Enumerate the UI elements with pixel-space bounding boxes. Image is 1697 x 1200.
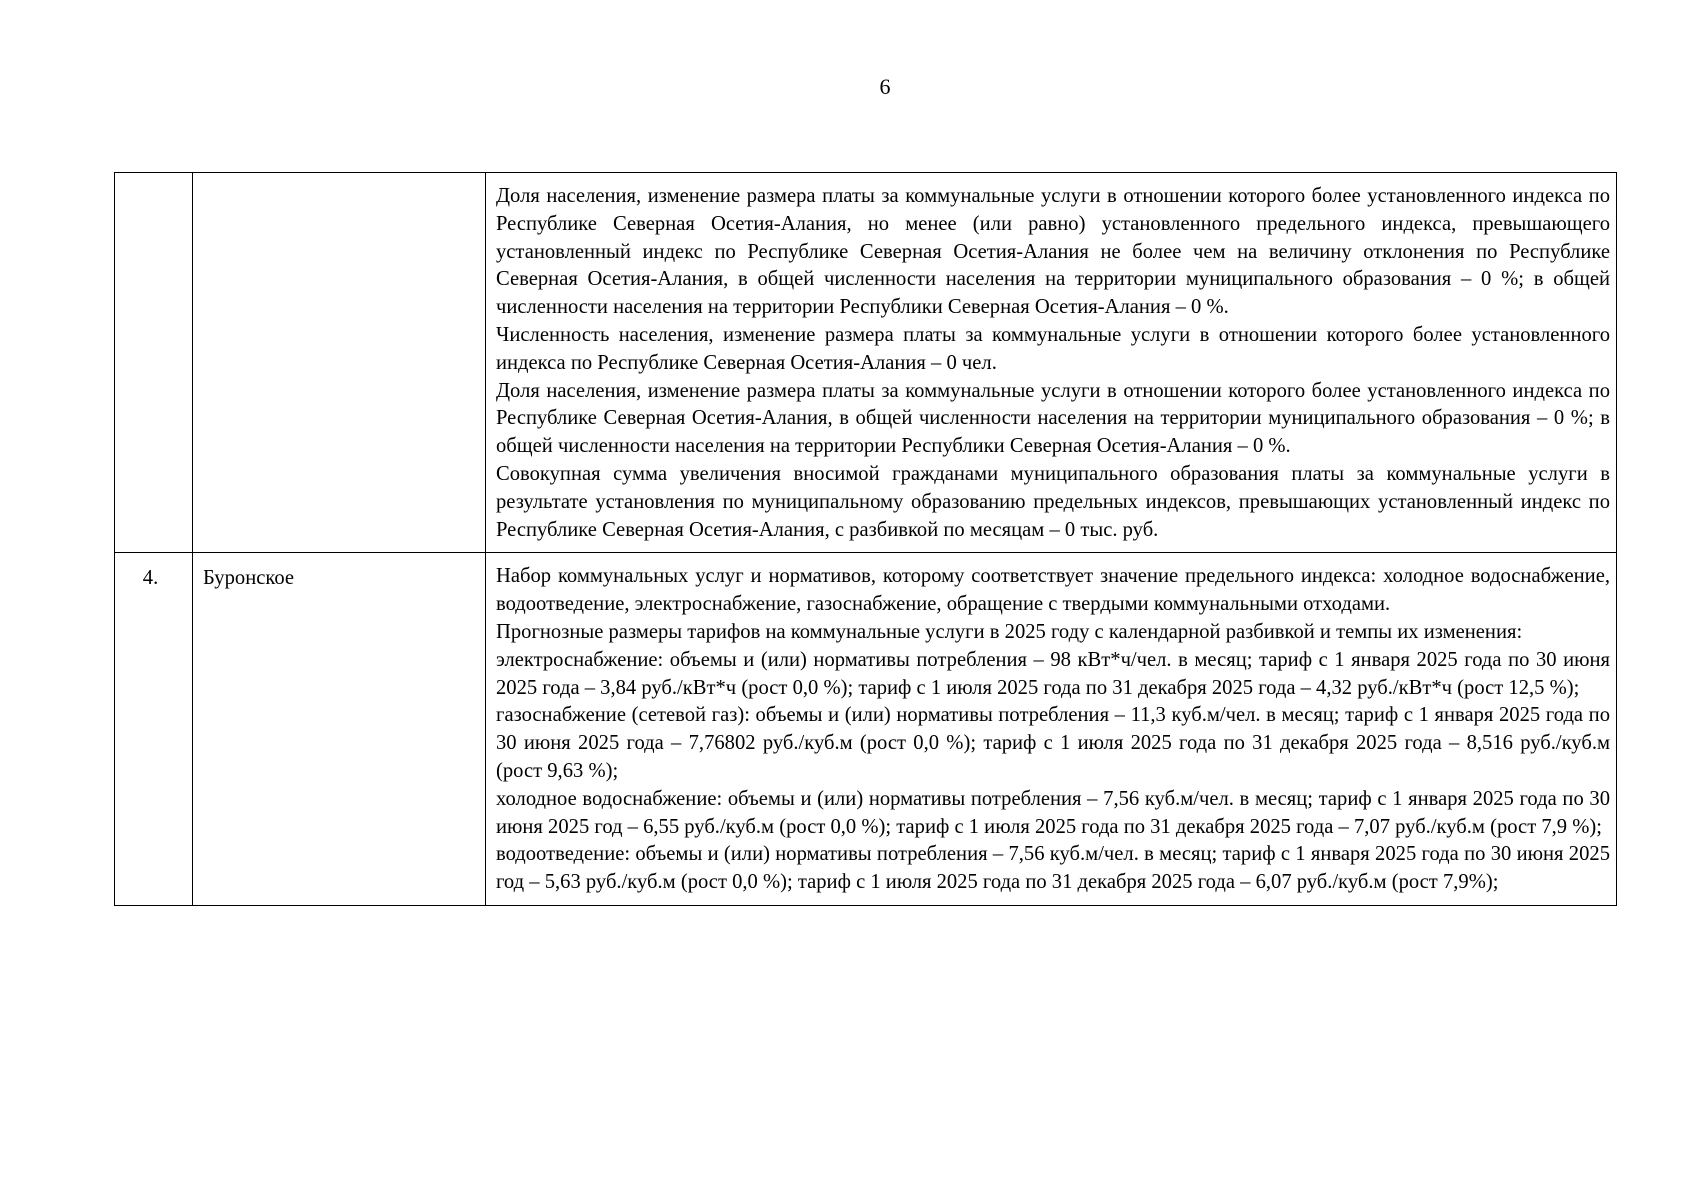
page-number: 6 [879,74,891,99]
row-number-cell [115,173,193,553]
paragraph: Доля населения, изменение размера платы за коммунальные услуги в отношении которого более установленного индекса по Республике Северная Осетия-Алания, но менее (или равно) установленного предельного индекса, превышающего установленный индекс по Республике Северная Осетия-Алания не более чем на величину отклонения по Республике Северная Осетия-Алания, в общей численности населения на территории муниципального образования – 0 %; в общей численности населения на территории Республики Северная Осетия-Алания – 0 %. [496,185,1610,319]
paragraph: холодное водоснабжение: объемы и (или) нормативы потребления – 7,56 куб.м/чел. в месяц; тариф с 1 января 2025 года по 30 июня 2025 год – 6,55 руб./куб.м (рост 0,0 %); тариф с 1 июля 2025 года по 31 декабря 2025 года – 7,07 руб./куб.м (рост 7,9 %); [496,787,1610,838]
paragraph: Доля населения, изменение размера платы за коммунальные услуги в отношении которого более установленного индекса по Республике Северная Осетия-Алания, в общей численности населения на территории муниципального образования – 0 %; в общей численности населения на территории Республики Северная Осетия-Алания – 0 %. [496,379,1610,458]
paragraph: Прогнозные размеры тарифов на коммунальные услуги в 2025 году с календарной разбивкой и темпы их изменения: [496,620,1523,643]
row-text-cell [486,173,1617,553]
row-text-cell [486,553,1617,906]
paragraph: электроснабжение: объемы и (или) нормативы потребления – 98 кВт*ч/чел. в месяц; тариф с 1 января 2025 года по 30 июня 2025 года – 3,84 руб./кВт*ч (рост 0,0 %); тариф с 1 июля 2025 года по 31 декабря 2025 года – 4,32 руб./кВт*ч (рост 12,5 %); [496,648,1610,699]
row-number-cell: 4. [115,553,193,906]
row-name-cell [193,173,486,553]
paragraph: Совокупная сумма увеличения вносимой гражданами муниципального образования платы за коммунальные услуги в результате установления по муниципальному образованию предельных индексов, превышающих установленный индекс по Республике Северная Осетия-Алания, с разбивкой по месяцам – 0 тыс. руб. [496,462,1610,541]
document-table [114,172,1617,906]
paragraph: водоотведение: объемы и (или) нормативы потребления – 7,56 куб.м/чел. в месяц; тариф с 1 января 2025 года по 30 июня 2025 год – 5,63 руб./куб.м (рост 0,0 %); тариф с 1 июля 2025 года по 31 декабря 2025 года – 6,07 руб./куб.м (рост 7,9%); [496,843,1610,894]
table-row [115,173,1617,553]
paragraph: Набор коммунальных услуг и нормативов, которому соответствует значение предельного индекса: холодное водоснабжение, водоотведение, электроснабжение, газоснабжение, обращение с твердыми коммунальными отходами. [496,565,1610,616]
table-row [115,553,1617,906]
paragraph: газоснабжение (сетевой газ): объемы и (или) нормативы потребления – 11,3 куб.м/чел. в месяц; тариф с 1 января 2025 года по 30 июня 2025 года – 7,76802 руб./куб.м (рост 0,0 %); тариф с 1 июля 2025 года по 31 декабря 2025 года – 8,516 руб./куб.м (рост 9,63 %); [496,704,1610,782]
paragraph: Численность населения, изменение размера платы за коммунальные услуги в отношении которого более установленного индекса по Республике Северная Осетия-Алания – 0 чел. [496,323,1610,374]
row-name-cell: Буронское [193,553,486,906]
